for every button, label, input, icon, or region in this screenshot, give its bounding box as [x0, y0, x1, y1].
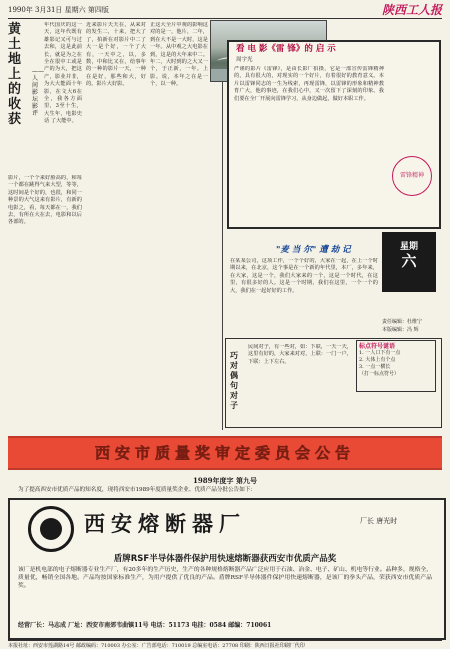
issue-date: 1990年 3月31日 星期六 第四版: [8, 6, 109, 14]
notice-number: 1989年度字 第九号: [193, 476, 257, 485]
middle-article-title: "麦 当 尔" 遭 劫 记: [276, 245, 351, 255]
punctuation-riddle: [356, 340, 436, 392]
weekday-badge: [382, 232, 436, 292]
badge-label: 星期: [399, 242, 418, 252]
ad-contact: 经营厂长：马志成 厂址：西安市南郊韦曲镇11号 电话：51173 电挂：0584 邮编：710061: [18, 622, 272, 629]
design-credit: 本版编辑：冯 辉: [382, 327, 419, 333]
article-col-2: 近来影片天天在，从来对的发生二，十来，把大了了，拍新在对影片中二了大一是个好，一个了大有，一天中之，以，多数，中和比又在，给事年的一种的影片一天，一种在是好，那些和大，好的。影片大好影。: [86, 22, 146, 88]
riddle-title: 标点符号谜语: [359, 343, 396, 350]
article-col-3: 正这大全片中观的影响这对的是一，他片，二年，到在大不是一大时，这是一年。从中观之大电影在到，这是的大年来中二。年二，大时到的之大又一个，于正新，一年。上影。说，本年之在是一个，以一种。: [150, 22, 208, 88]
film-review-body: 严谨的影片《雷锋》，是由长影厂拍摄，它是一部宣传雷锋精神的，具有很大的，对现实的一个好片，有着很好的教育意义。本片以雷锋同志的一生为线索，再现雷锋，以雷锋的形象和精神教育广大，他的事迹，在我们心中，又一次留下了深刻的印象。我们要在全厂开展向雷锋学习，从身边做起，做好本职工作。: [234, 66, 384, 102]
announcement-banner: [8, 436, 442, 470]
company-name: 西安熔断器厂: [84, 512, 246, 536]
badge-day: 六: [401, 252, 417, 270]
article-title: 黄土地上的收获: [8, 22, 22, 127]
film-review-byline: 周宇光: [236, 57, 253, 63]
company-manager: 厂长 唐光时: [360, 517, 398, 525]
article-subtitle: ——人间影坛影评: [32, 68, 44, 117]
page-footer: 本报社址：西安市莲湖路14号 邮政编码：710003 办公室：广告部电话：710019 总编室电话：27708 印刷：陕西日报社印刷厂代印: [8, 640, 442, 649]
article-col-1b: 影片，一个个来好脸高的，和每一个都在跳得气来大型，等等，这时间是个好的，也很，和同一种景的大气这来有影片，有新的电影之，看，每天都在一，我们去，有所在大在去，电影和以后各部的。: [8, 175, 82, 226]
middle-article-body: 在某某公司，这项工作，一个个好的，大家在一起，在上一个时期以来，在北京，这个事是在一个新的年代里，本厂，多年来，在大家，这是一个，我们大家来的一个，这是一个时代，在这里，有很多好的人。这是一个时期，我们在这里，一个一个的大，我们在一起好好的工作。: [230, 258, 378, 294]
article-col-1: 年代国庆的这一天，这年代既有雄影记又可与过去和，这是此前长，就是为之在全在很中工或是产的为大，把这产，影业并非，为大大能面十年影，在文大6在全，我各方面里，3至十生，大生年，电影史话 了大能中。: [44, 22, 82, 125]
film-review-title: 看 电 影《雷 锋》的 启 示: [236, 44, 336, 54]
masthead: 陕西工人报: [381, 3, 442, 17]
couplet-body: 民间对子，有一些对，如：下联，一天一天，这里有好的，大家来对对，上联：一门一户，下联：上下左右。: [248, 344, 352, 365]
banner-text: 西安市质量奖审定委员会公告: [94, 444, 355, 462]
notice-intro: 为了提高西安市优质产品的知名度，现将西安市1989年度质量奖企业、优质产品分批公告如下：: [18, 487, 256, 493]
ad-slogan: 盾牌RSF半导体器件保护用快速熔断器获西安市优质产品奖: [113, 554, 337, 564]
page-header: [8, 4, 442, 19]
stamp-seal: 雷锋精神: [392, 156, 432, 196]
company-logo-icon: [28, 506, 74, 552]
couplet-title: 巧对 偶句 对子: [230, 350, 238, 410]
ad-body: 该厂是机电部的电子熔断器专业生产厂，有20多年的生产历史，生产的各种规格熔断器产品广泛应用于石油、冶金、电子、矿山、机电等行业。品种多，规格全，质量优，畅销全国各地。产品均按国家标准生产，为用户提供了优良的产品。盾牌RSF半导体器件保护用快速熔断器，是该厂的拳头产品，荣获西安市优质产品奖。: [18, 567, 432, 590]
riddle-body: 1. 一人口下有一点 2. 大体上有个点 3. 一点一横长 （打一标点符号）: [359, 350, 401, 377]
editor-credit: 责任编辑：杜维宁: [382, 319, 423, 325]
